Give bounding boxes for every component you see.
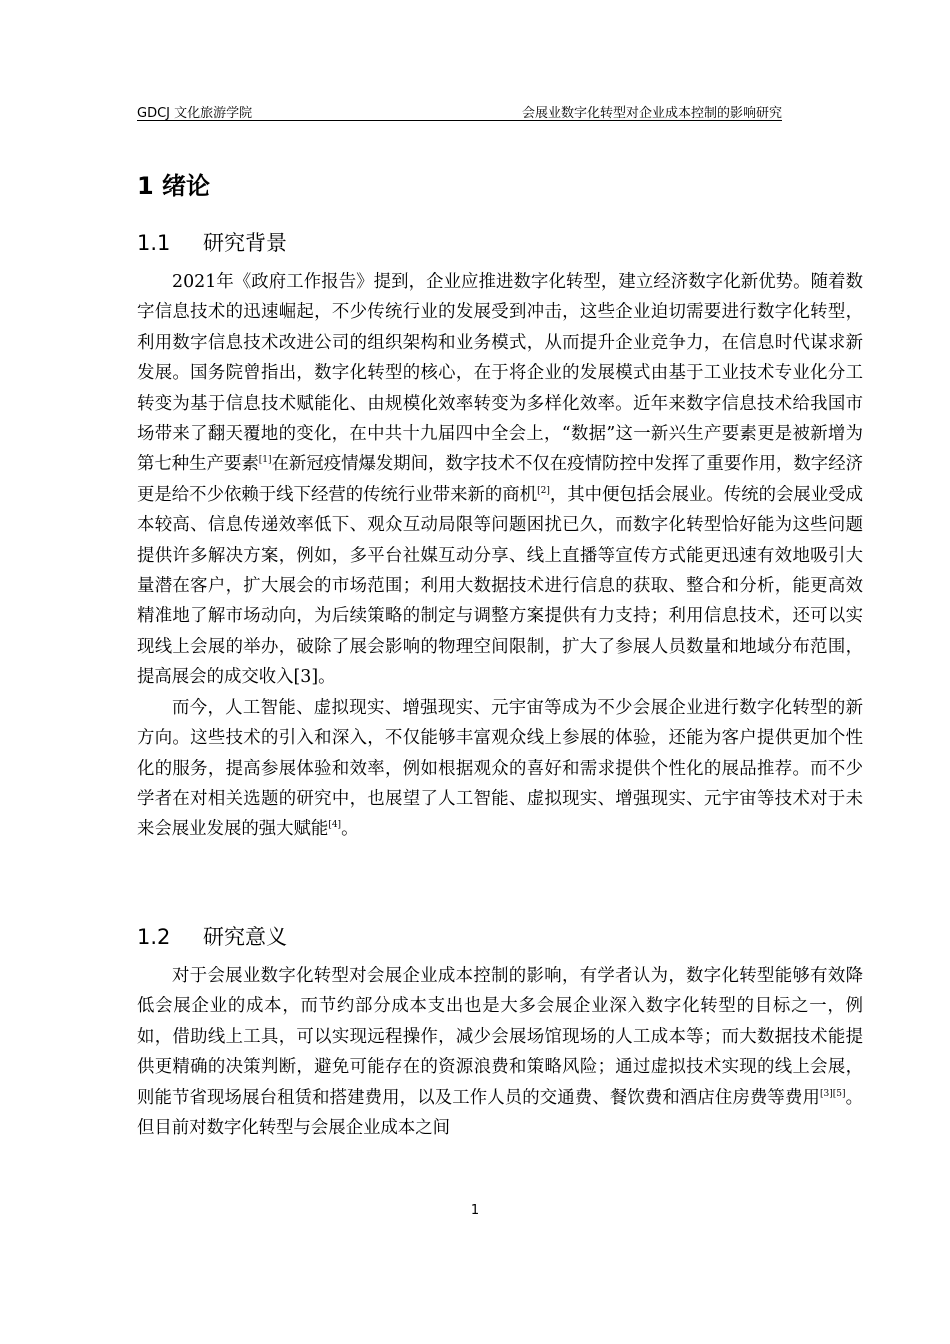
citation: [2] [537,485,550,496]
header-thesis-title: 会展业数字化转型对企业成本控制的影响研究 [521,106,782,121]
paragraph-text: ，其中便包括会展业。传统的会展业受成本较高、信息传递效率低下、观众互动局限等问题困扰已久，而数字化转型恰好能为这些问题提供许多解决方案，例如，多平台社媒互动分享、线上直播等宣传方式能更迅速有效地吸引大量潜在客户，扩大展会的市场范围；利用大数据技术进行信息的获取、整合和分析，能更高效精准地了解市场动向，为后续策略的制定与调整方案提供有力支持；利用信息技术，还可以实现线上会展的举办，破除了展会影响的物理空间限制，扩大了参展人员数量和地域分布范围，提高展会的成交收入[3]。 [137,484,863,688]
running-header [137,100,782,121]
citation: [1] [258,455,272,466]
paragraph-text: 在新冠疫情爆发期间，数字技术不仅在疫情防控中发挥了重要作用，数字经济更是给不少依赖于线下经营的传统行业带来新的商机 [137,454,863,505]
citation: [4] [328,820,342,831]
paragraph-text: 。 [341,819,359,840]
section-title: 研究背景 [203,231,287,255]
header-institution: GDCJ 文化旅游学院 [137,106,253,121]
paragraph-text: 而今，人工智能、虚拟现实、增强现实、元宇宙等成为不少会展企业进行数字化转型的新方向。这些技术的引入和深入，不仅能够丰富观众线上参展的体验，还能为客户提供更加个性化的服务，提高参展体验和效率，例如根据观众的喜好和需求提供个性化的展品推荐。而不少学者在对相关选题的研究中，也展望了人工智能、虚拟现实、增强现实、元宇宙等技术对于未来会展业发展的强大赋能 [137,697,863,840]
paragraph-text: 2021年《政府工作报告》提到，企业应推进数字化转型，建立经济数字化新优势。随着数字信息技术的迅速崛起，不少传统行业的发展受到冲击，这些企业迫切需要进行数字化转型，利用数字信息技术改进公司的组织架构和业务模式，从而提升企业竞争力，在信息时代谋求新发展。国务院曾指出，数字化转型的核心，在于将企业的发展模式由基于工业技术专业化分工转变为基于信息技术赋能化、由规模化效率转变为多样化效率。近年来数字信息技术给我国市场带来了翻天覆地的变化，在中共十九届四中全会上，“数据”这一新兴生产要素更是被新增为第七种生产要素 [137,272,863,475]
paragraph-text: 对于会展业数字化转型对会展企业成本控制的影响，有学者认为，数字化转型能够有效降低会展企业的成本，而节约部分成本支出也是大多会展企业深入数字化转型的目标之一，例如，借助线上工具，可以实现远程操作，减少会展场馆现场的人工成本等；而大数据技术能提供更精确的决策判断，避免可能存在的资源浪费和策略风险；通过虚拟技术实现的线上会展，则能节省现场展台租赁和搭建费用，以及工作人员的交通费、餐饮费和酒店住房费等费用 [137,966,863,1108]
section-number: 1.2 [137,925,171,949]
section-body-significance [137,961,863,1143]
paragraph [137,961,863,1143]
section-number: 1.1 [137,231,171,255]
chapter-title: 1 绪论 [137,172,211,200]
paragraph-text: 。但目前对数字化转型与会展企业成本之间 [137,1087,863,1139]
page-number: 1 [470,1203,480,1218]
paragraph [137,267,863,693]
section-body-background [137,267,863,845]
citation: [3][5] [819,1088,846,1099]
section-heading-background [137,228,287,258]
section-title: 研究意义 [203,925,287,949]
section-heading-significance [137,922,287,952]
paragraph [137,693,863,845]
